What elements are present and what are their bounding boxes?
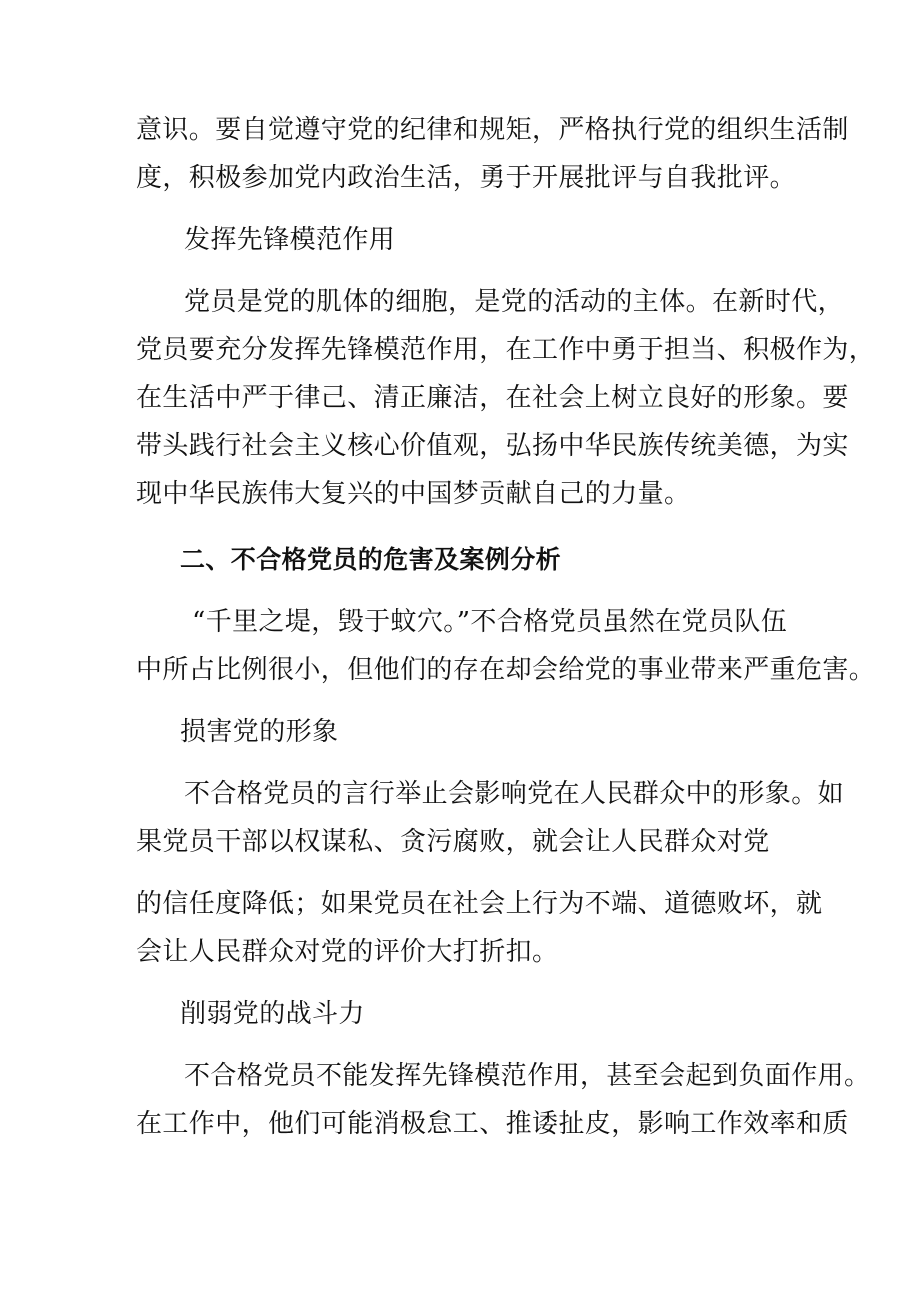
paragraph-line: 意识。要自觉遵守党的纪律和规矩，严格执行党的组织生活制 xyxy=(136,115,849,145)
paragraph-line: 中所占比例很小，但他们的存在却会给党的事业带来严重危害。 xyxy=(136,655,876,685)
paragraph-line: 会让人民群众对党的评价大打折扣。 xyxy=(136,937,559,967)
paragraph-line: “千里之堤，毁于蚊穴。”不合格党员虽然在党员队伍 xyxy=(192,607,788,637)
paragraph-line: 党员是党的肌体的细胞，是党的活动的主体。在新时代， xyxy=(184,287,845,317)
paragraph-line: 的信任度降低；如果党员在社会上行为不端、道德败坏，就 xyxy=(136,889,823,919)
paragraph-line: 带头践行社会主义核心价值观，弘扬中华民族传统美德，为实 xyxy=(136,431,849,461)
paragraph-line: 不合格党员的言行举止会影响党在人民群众中的形象。如 xyxy=(184,779,845,809)
paragraph-line: 在工作中，他们可能消极怠工、推诿扯皮，影响工作效率和质 xyxy=(136,1109,849,1139)
section-heading: 二、不合格党员的危害及案例分析 xyxy=(180,545,562,574)
paragraph-line: 度，积极参加党内政治生活，勇于开展批评与自我批评。 xyxy=(136,163,797,193)
subheading-pioneer-role: 发挥先锋模范作用 xyxy=(184,225,396,255)
subheading-weaken-combat: 削弱党的战斗力 xyxy=(180,999,365,1029)
subheading-damage-image: 损害党的形象 xyxy=(180,717,339,747)
paragraph-line: 不合格党员不能发挥先锋模范作用，甚至会起到负面作用。 xyxy=(184,1061,871,1091)
paragraph-line: 党员要充分发挥先锋模范作用，在工作中勇于担当、积极作为， xyxy=(136,335,876,365)
paragraph-line: 果党员干部以权谋私、贪污腐败，就会让人民群众对党 xyxy=(136,827,770,857)
paragraph-line: 在生活中严于律己、清正廉洁，在社会上树立良好的形象。要 xyxy=(136,383,849,413)
paragraph-line: 现中华民族伟大复兴的中国梦贡献自己的力量。 xyxy=(136,479,691,509)
